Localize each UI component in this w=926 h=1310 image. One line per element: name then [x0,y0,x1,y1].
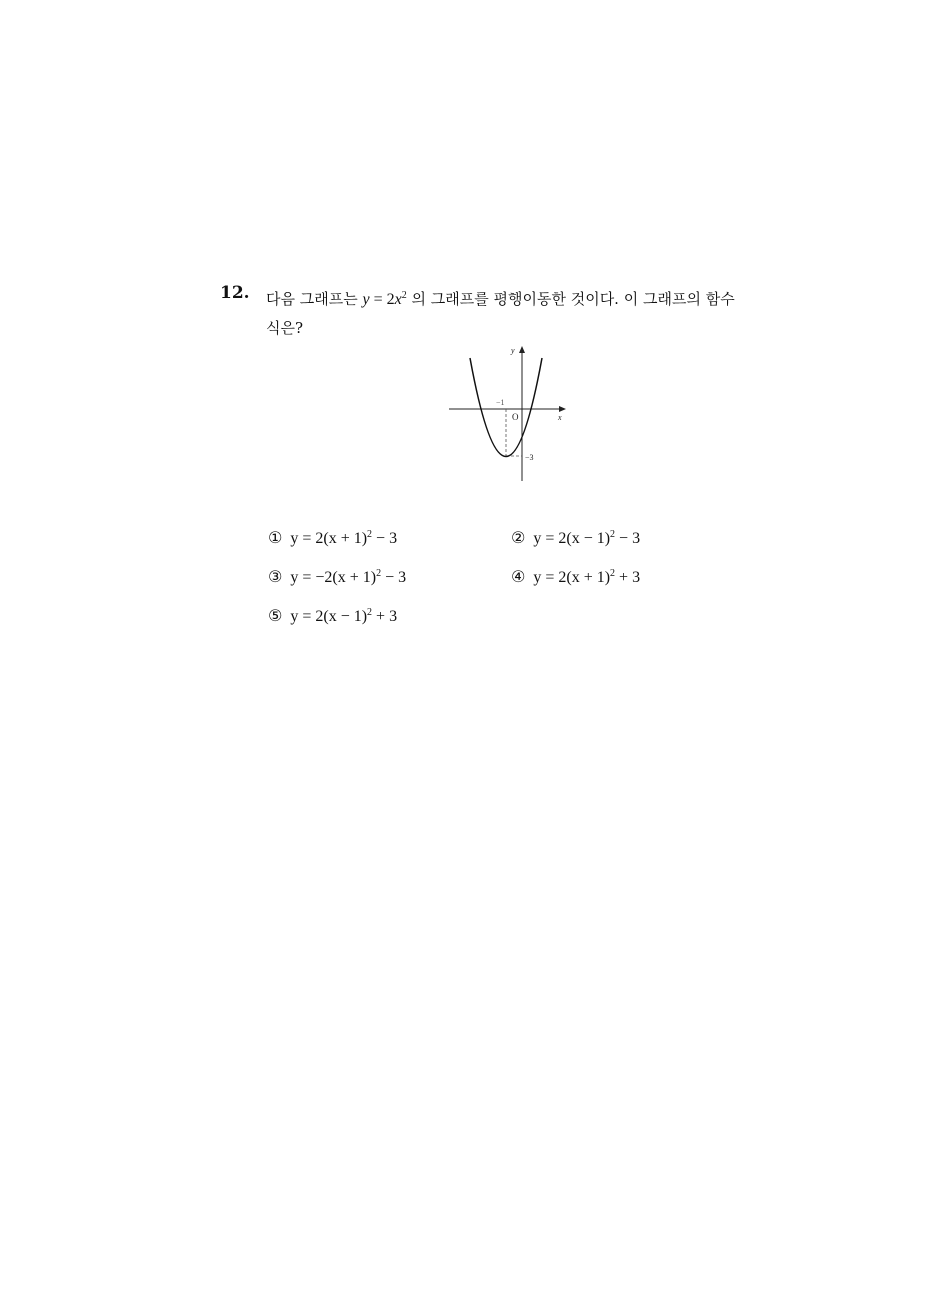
x-axis-arrow-icon [559,406,566,412]
math-exponent: 2 [401,290,407,301]
math-var: x [394,291,402,308]
graph-svg [445,341,575,486]
math-lhs: y [362,291,370,308]
option-2-lhs: y = 2(x − 1) [533,530,611,547]
x-tick-label: −1 [496,398,505,407]
option-4-lhs: y = 2(x + 1) [533,569,611,586]
option-3[interactable] [268,565,406,589]
option-2-rhs: − 3 [615,530,641,547]
option-5-marker: ⑤ [268,606,283,625]
answer-options [268,526,708,636]
parabola-graph [445,341,575,486]
option-4-rhs: + 3 [615,569,641,586]
option-5-rhs: + 3 [372,608,398,625]
option-5-exponent: 2 [367,607,373,618]
option-1-rhs: − 3 [372,530,398,547]
option-1-lhs: y = 2(x + 1) [290,530,368,547]
y-axis-arrow-icon [519,346,525,353]
option-2-marker: ② [511,528,526,547]
option-4[interactable] [511,565,640,589]
question-text-after: 의 그래프를 평행이동한 것이다. 이 그래프의 함수식은? [266,290,735,337]
x-axis-label: x [558,413,562,422]
question-number: 12. [220,283,250,303]
option-4-marker: ④ [511,567,526,586]
option-4-exponent: 2 [610,568,616,579]
option-2-exponent: 2 [610,529,616,540]
option-5-lhs: y = 2(x − 1) [290,608,368,625]
option-3-lhs: y = −2(x + 1) [290,569,377,586]
question-math [362,291,406,308]
option-1-exponent: 2 [367,529,373,540]
option-1[interactable] [268,526,397,550]
math-eq: = 2 [369,291,395,308]
origin-label: O [512,412,519,422]
y-tick-label: −3 [525,453,534,462]
option-1-marker: ① [268,528,283,547]
y-axis-label: y [511,346,515,355]
option-3-exponent: 2 [376,568,382,579]
option-3-marker: ③ [268,567,283,586]
question-text-before: 다음 그래프는 [266,290,363,308]
option-5[interactable] [268,604,397,628]
option-3-rhs: − 3 [381,569,407,586]
option-2[interactable] [511,526,640,550]
question-text [266,285,736,343]
